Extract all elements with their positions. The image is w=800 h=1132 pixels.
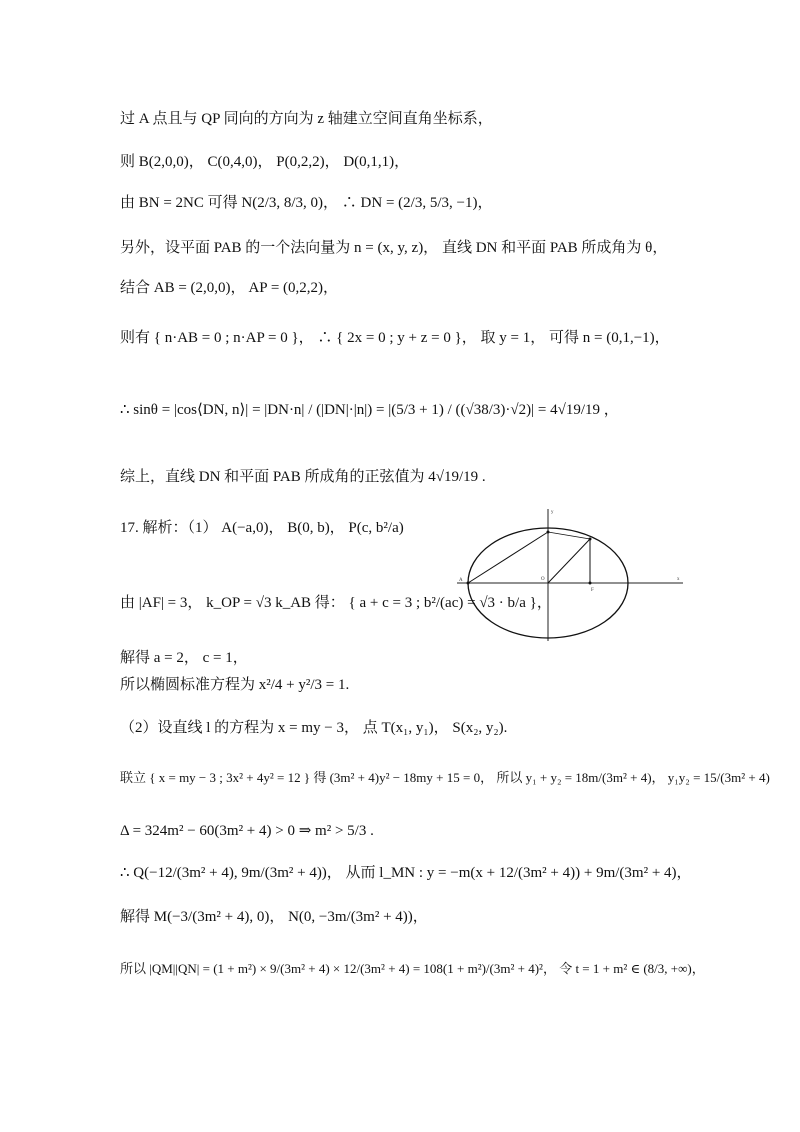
- point-b: [547, 531, 550, 534]
- label-y: y: [551, 510, 554, 515]
- segment-ab: [468, 532, 548, 583]
- text-line-13: （2）设直线 l 的方程为 x = my − 3， 点 T(x₁, y₁)， S(x₂, y₂).: [120, 720, 508, 736]
- text-line-1: 过 A 点且与 QP 同向的方向为 z 轴建立空间直角坐标系，: [120, 111, 493, 127]
- label-f: F: [591, 588, 594, 593]
- label-x: x: [677, 577, 680, 582]
- ellipse-figure: [455, 505, 685, 645]
- text-line-17: 解得 M(−3/(3m² + 4), 0)， N(0, −3m/(3m² + 4))，: [120, 909, 428, 925]
- text-line-6: 则有 { n·AB = 0 ; n·AP = 0 }， ∴ { 2x = 0 ; y + z = 0 }， 取 y = 1， 可得 n = (0,1,−1)，: [120, 330, 670, 346]
- label-a: A: [459, 578, 463, 583]
- point-p: [589, 538, 592, 541]
- text-line-3: 由 BN = 2NC 可得 N(2/3, 8/3, 0)， ∴ DN = (2/3, 5/3, −1)，: [120, 195, 493, 211]
- text-line-16: ∴ Q(−12/(3m² + 4), 9m/(3m² + 4))， 从而 l_MN : y = −m(x + 12/(3m² + 4)) + 9m/(3m² + 4)，: [120, 865, 692, 881]
- text-line-10: 由 |AF| = 3， k_OP = √3 k_AB 得： { a + c = 3 ; b²/(ac) = √3 · b/a }，: [120, 595, 552, 611]
- point-a: [467, 582, 470, 585]
- text-line-8: 综上，直线 DN 和平面 PAB 所成角的正弦值为 4√19/19 .: [120, 469, 486, 485]
- segment-op: [548, 539, 590, 583]
- text-line-12: 所以椭圆标准方程为 x²/4 + y²/3 = 1.: [120, 677, 350, 693]
- text-line-14: 联立 { x = my − 3 ; 3x² + 4y² = 12 } 得 (3m² + 4)y² − 18my + 15 = 0， 所以 y₁ + y₂ = 18m/(3m² + 4)， y₁y₂ = 15/(3m² + 4): [120, 770, 770, 785]
- label-o: O: [541, 577, 545, 582]
- text-line-15: Δ = 324m² − 60(3m² + 4) > 0 ⇒ m² > 5/3 .: [120, 823, 374, 839]
- point-f: [589, 582, 592, 585]
- text-line-7: ∴ sinθ = |cos⟨DN, n⟩| = |DN·n| / (|DN|·|n|) = |(5/3 + 1) / ((√38/3)·√2)| = 4√19/19 ，: [120, 402, 619, 418]
- text-line-18: 所以 |QM||QN| = (1 + m²) × 9/(3m² + 4) × 12/(3m² + 4) = 108(1 + m²)/(3m² + 4)²， 令 t = 1 + m² ∈ (8/3, +∞)，: [120, 961, 705, 976]
- text-line-5: 结合 AB = (2,0,0)， AP = (0,2,2)，: [120, 280, 339, 296]
- text-line-9: 17. 解析：（1） A(−a,0)， B(0, b)， P(c, b²/a): [120, 520, 404, 536]
- text-line-2: 则 B(2,0,0)， C(0,4,0)， P(0,2,2)， D(0,1,1)，: [120, 154, 410, 170]
- text-line-4: 另外，设平面 PAB 的一个法向量为 n = (x, y, z)， 直线 DN 和平面 PAB 所成角为 θ，: [120, 240, 668, 256]
- text-line-11: 解得 a = 2， c = 1，: [120, 650, 248, 666]
